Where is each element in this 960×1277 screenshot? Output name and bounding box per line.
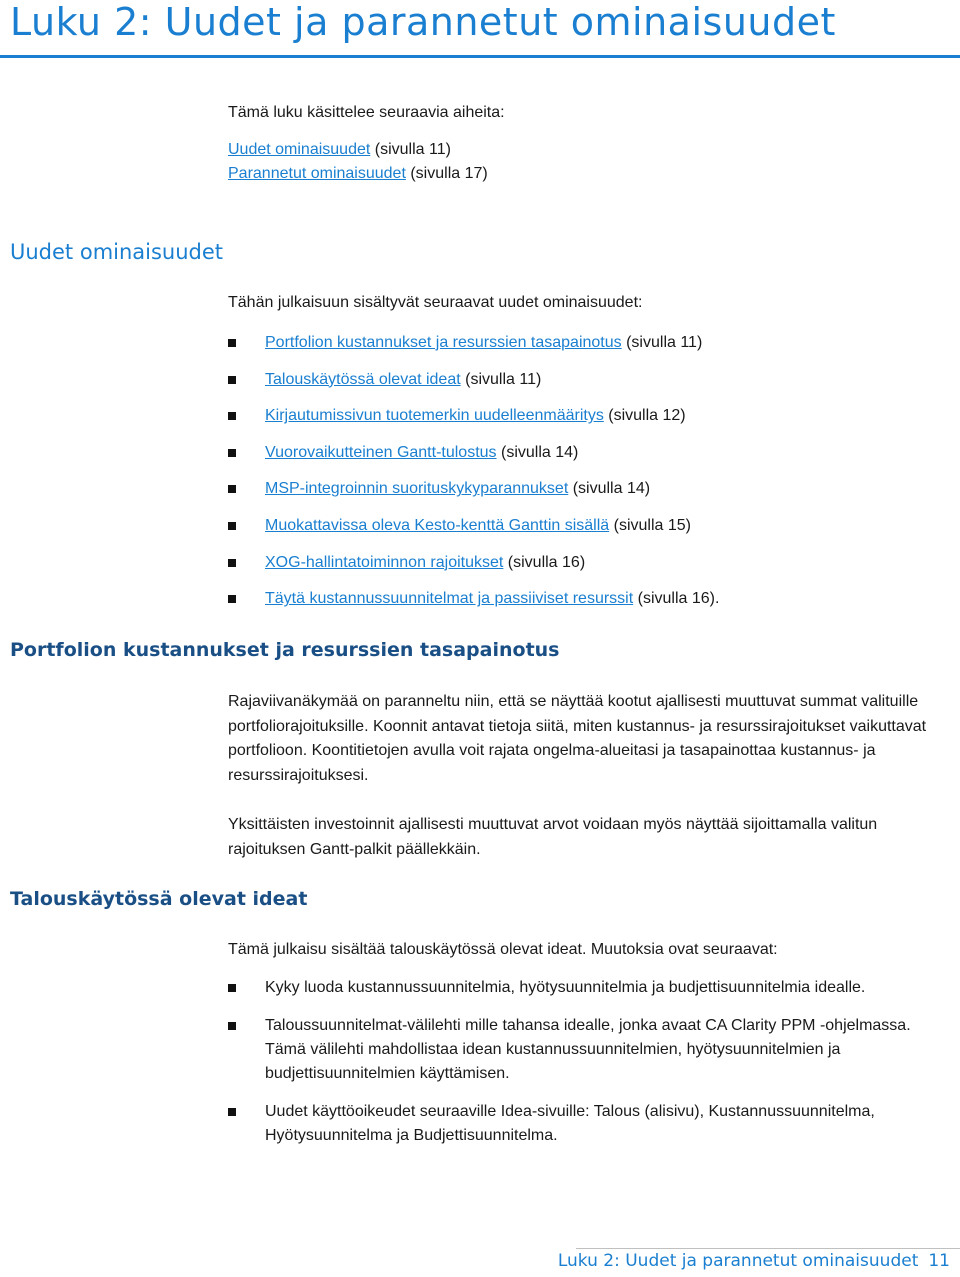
ideas-change-text: Uudet käyttöoikeudet seuraaville Idea-sivuille: Talous (alisivu), Kustannussuunnitelma, Hyötysuunnitelma ja Budjettisuunnitelma. [265,1103,875,1144]
feature-link[interactable]: Talouskäytössä olevat ideat [265,370,461,388]
intro-text: Tämä luku käsittelee seuraavia aiheita: [228,104,505,121]
footer-rule [576,1248,960,1249]
list-item [228,404,928,441]
bullet-icon [228,339,236,347]
intro-link-row [228,165,488,183]
section-heading-portfolio: Portfolion kustannukset ja resurssien tasapainotus [10,639,560,661]
footer-title: Luku 2: Uudet ja parannetut ominaisuudet [557,1251,919,1271]
bullet-icon [228,449,236,457]
bullet-icon [228,412,236,420]
chapter-title-rule [0,55,960,58]
feature-link[interactable]: XOG-hallintatoiminnon rajoitukset [265,553,504,571]
bullet-icon [228,1022,236,1030]
chapter-title: Luku 2: Uudet ja parannetut ominaisuudet [10,0,836,44]
intro-link-suffix: (sivulla 11) [370,141,451,158]
portfolio-paragraph: Yksittäisten investoinnit ajallisesti muuttuvat arvot voidaan myös näyttää sijoittamalla valitun rajoituksen Gantt-palkit päällekkäin. [228,816,878,858]
feature-page-ref: (sivulla 16). [633,590,720,608]
ideas-changes-list [228,976,918,1162]
list-item [228,331,928,368]
ideas-change-text: Kyky luoda kustannussuunnitelmia, hyötysuunnitelmia ja budjettisuunnitelmia idealle. [265,979,866,996]
list-item [228,514,928,551]
bullet-icon [228,984,236,992]
feature-link[interactable]: Portfolion kustannukset ja resurssien tasapainotus [265,334,622,351]
new-features-list [228,331,928,624]
bullet-icon [228,595,236,603]
feature-page-ref: (sivulla 12) [603,407,686,425]
list-item [228,477,928,514]
feature-link[interactable]: Kirjautumissivun tuotemerkin uudelleenmääritys [265,407,604,425]
feature-page-ref: (sivulla 11) [460,370,542,388]
feature-page-ref: (sivulla 14) [496,443,579,461]
ideas-change-text: Taloussuunnitelmat-välilehti mille tahansa idealle, jonka avaat CA Clarity PPM -ohjelmassa. Tämä välilehti mahdollistaa idean kustannussuunnitelmien, hyötysuunnitelmien ja budjettisuunnitelmien käyttämisen. [265,1017,911,1082]
feature-page-ref: (sivulla 11) [621,334,703,351]
bullet-icon [228,485,236,493]
section-heading-new-features: Uudet ominaisuudet [10,240,224,264]
page-footer [558,1251,950,1271]
ideas-intro: Tämä julkaisu sisältää talouskäytössä olevat ideat. Muutoksia ovat seuraavat: [228,941,778,958]
list-item [228,976,918,1000]
intro-link-suffix: (sivulla 17) [405,165,488,182]
feature-link[interactable]: Täytä kustannussuunnitelmat ja passiiviset resurssit [265,590,634,608]
bullet-icon [228,559,236,567]
list-item [228,1014,918,1086]
portfolio-paragraph: Rajaviivanäkymää on paranneltu niin, että se näyttää kootut ajallisesti muuttuvat summat valituille portfoliorajoituksille. Koonnit antavat tietoja siitä, miten kustannus- ja resurssirajoitukset vaikuttavat portfolioon. Koontitietojen avulla voit rajata ongelma-alueitasi ja tasapainottaa kustannus- ja resurssirajoituksesi. [228,693,927,784]
feature-page-ref: (sivulla 16) [503,553,586,571]
intro-link-row [228,141,451,159]
list-item [228,587,928,624]
list-item [228,551,928,588]
intro-link-improved-features[interactable]: Parannetut ominaisuudet [228,165,406,182]
list-item [228,368,928,405]
bullet-icon [228,376,236,384]
bullet-icon [228,1108,236,1116]
new-features-intro: Tähän julkaisuun sisältyvät seuraavat uudet ominaisuudet: [228,294,643,311]
feature-page-ref: (sivulla 15) [609,516,691,534]
bullet-icon [228,522,236,530]
list-item [228,1100,918,1148]
page-number: 11 [928,1251,950,1271]
feature-link[interactable]: MSP-integroinnin suorituskykyparannukset [265,480,569,498]
intro-link-new-features[interactable]: Uudet ominaisuudet [228,141,371,158]
section-heading-ideas: Talouskäytössä olevat ideat [10,888,308,910]
list-item [228,441,928,478]
feature-page-ref: (sivulla 14) [568,480,651,498]
feature-link[interactable]: Muokattavissa oleva Kesto-kenttä Ganttin sisällä [265,516,610,534]
feature-link[interactable]: Vuorovaikutteinen Gantt-tulostus [265,443,497,461]
